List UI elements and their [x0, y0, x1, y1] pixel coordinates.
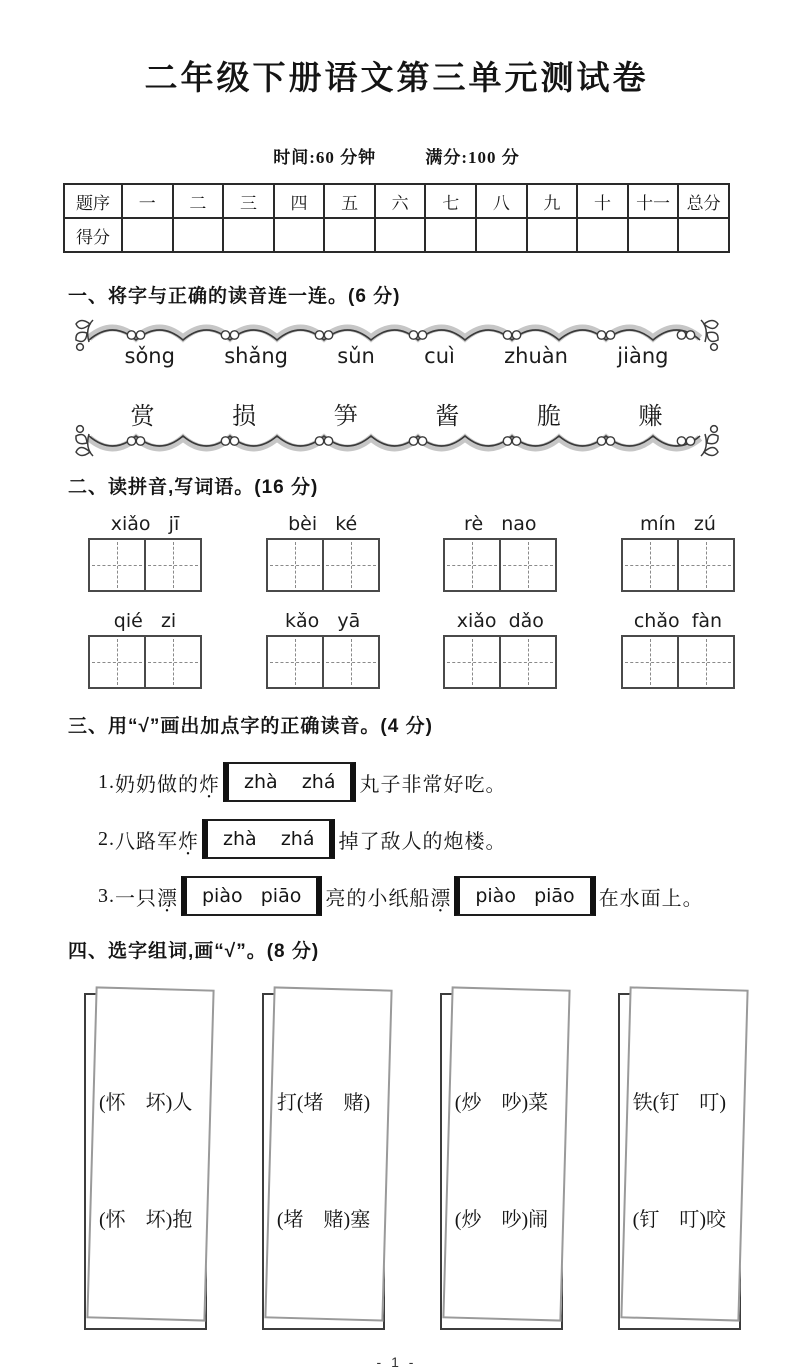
- writing-cell: [322, 540, 378, 590]
- writing-cell: [90, 540, 144, 590]
- sentence-number: 1.: [98, 770, 115, 793]
- page-title: 二年级下册语文第三单元测试卷: [144, 59, 649, 96]
- section3-title: 三、用“√”画出加点字的正确读音。(4 分): [68, 716, 433, 737]
- score-table-question-order-header: 题序: [64, 184, 122, 218]
- writing-cell: [322, 637, 378, 687]
- pinyin-word-label: rè nao: [464, 513, 537, 535]
- writing-cell: [268, 540, 322, 590]
- pinyin-option: shǎng: [224, 344, 288, 368]
- pinyin-word-label: mín zú: [639, 513, 716, 535]
- pinyin-word-label: chǎo fàn: [633, 610, 723, 632]
- score-col-total: 总分: [678, 184, 729, 218]
- score-col: 六: [375, 184, 426, 218]
- character-writing-box: [443, 635, 557, 689]
- score-table-header-row: [64, 184, 729, 218]
- word-choice-line: (怀 坏)人: [99, 1092, 193, 1114]
- section1-title: 一、将字与正确的读音连一连。(6 分): [68, 286, 401, 307]
- score-col: 十: [577, 184, 628, 218]
- writing-cell: [144, 540, 200, 590]
- score-cell-empty: [577, 218, 628, 252]
- dotted-character: 炸 •: [178, 825, 199, 854]
- writing-cell: [677, 637, 733, 687]
- word-choice-line: (怀 坏)抱: [99, 1209, 193, 1231]
- dotted-character: 漂 •: [430, 882, 451, 911]
- section1-character-options: [73, 396, 721, 431]
- section2-row2: [88, 610, 735, 689]
- pinyin-word-item: [443, 513, 557, 592]
- exam-info-line: [0, 143, 793, 168]
- word-choice-line: (钉 叮)咬: [632, 1209, 726, 1231]
- pinyin-option: zhuàn: [504, 344, 568, 368]
- score-cell-empty: [476, 218, 527, 252]
- score-col: 七: [425, 184, 476, 218]
- pinyin-option: sǒng: [124, 344, 175, 368]
- section2-row1: [88, 513, 735, 592]
- score-col: 八: [476, 184, 527, 218]
- pinyin-word-item: [88, 513, 202, 592]
- dotted-character: 漂 •: [157, 882, 178, 911]
- character-writing-box: [266, 635, 380, 689]
- sentence-text: 在水面上。: [598, 887, 704, 910]
- score-cell-empty: [375, 218, 426, 252]
- section1-pinyin-options: [73, 344, 721, 368]
- character-writing-box: [88, 635, 202, 689]
- sentence-text: 八路军: [115, 830, 178, 853]
- character-option: 赏: [130, 404, 155, 430]
- writing-cell: [90, 637, 144, 687]
- score-cell-empty: [223, 218, 274, 252]
- writing-cell: [499, 637, 555, 687]
- score-col: 二: [173, 184, 224, 218]
- word-choice-card: [618, 993, 741, 1330]
- score-table-score-row: [64, 218, 729, 252]
- score-cell-empty: [527, 218, 578, 252]
- score-cell-empty: [122, 218, 173, 252]
- character-writing-box: [266, 538, 380, 592]
- character-writing-box: [621, 635, 735, 689]
- character-option: 赚: [638, 404, 663, 430]
- pinyin-word-label: xiǎo jī: [110, 513, 180, 535]
- score-cell-empty: [173, 218, 224, 252]
- word-choice-card: [84, 993, 207, 1330]
- time-limit-label: 时间:60 分钟: [273, 148, 377, 167]
- writing-cell: [144, 637, 200, 687]
- writing-cell: [677, 540, 733, 590]
- score-cell-empty: [324, 218, 375, 252]
- sentence-number: 2.: [98, 827, 115, 850]
- score-cell-empty: [678, 218, 729, 252]
- pinyin-option: cuì: [424, 344, 455, 368]
- score-cell-empty: [425, 218, 476, 252]
- score-cell-empty: [274, 218, 325, 252]
- writing-cell: [268, 637, 322, 687]
- pinyin-option: sǔn: [337, 344, 375, 368]
- writing-cell: [445, 637, 499, 687]
- score-table: [63, 183, 730, 253]
- pronunciation-choice-box: piào piāo: [454, 876, 595, 916]
- question3-item3: [98, 876, 793, 916]
- word-choice-line: 打(堵 赌): [276, 1092, 371, 1114]
- page-number: - 1 -: [376, 1354, 417, 1370]
- pinyin-word-label: kǎo yā: [285, 610, 361, 632]
- pinyin-word-item: [266, 610, 380, 689]
- character-option: 酱: [435, 404, 460, 430]
- score-col: 十一: [628, 184, 679, 218]
- pinyin-word-item: [88, 610, 202, 689]
- word-choice-line: 铁(钉 叮): [632, 1092, 726, 1114]
- question3-item2: [98, 819, 793, 859]
- sentence-text: 奶奶做的: [115, 773, 199, 796]
- sentence-text: 丸子非常好吃。: [359, 773, 507, 796]
- sentence-text: 掉了敌人的炮楼。: [338, 830, 507, 853]
- pinyin-word-label: xiǎo dǎo: [456, 610, 544, 632]
- score-col: 三: [223, 184, 274, 218]
- word-choice-line: (炒 吵)菜: [454, 1092, 549, 1114]
- pinyin-word-item: [443, 610, 557, 689]
- section2-title: 二、读拼音,写词语。(16 分): [68, 477, 319, 498]
- full-score-label: 满分:100 分: [425, 148, 520, 167]
- pinyin-word-label: qié zi: [113, 610, 177, 632]
- pinyin-word-item: [621, 610, 735, 689]
- section4-word-choice-cards: [84, 993, 741, 1330]
- score-col: 五: [324, 184, 375, 218]
- word-choice-card: [440, 993, 563, 1330]
- character-writing-box: [443, 538, 557, 592]
- character-writing-box: [88, 538, 202, 592]
- sentence-number: 3.: [98, 884, 115, 907]
- character-option: 脆: [536, 404, 561, 430]
- writing-cell: [499, 540, 555, 590]
- writing-cell: [623, 637, 677, 687]
- score-col: 四: [274, 184, 325, 218]
- question3-item1: [98, 762, 793, 802]
- pronunciation-choice-box: zhà zhá: [223, 762, 356, 802]
- section4-title: 四、选字组词,画“√”。(8 分): [68, 941, 320, 962]
- pinyin-option: jiàng: [617, 344, 669, 368]
- section1-pinyin-band: [73, 318, 721, 390]
- pinyin-word-label: bèi ké: [288, 513, 358, 535]
- pinyin-word-item: [266, 513, 380, 592]
- dotted-character: 炸 •: [199, 768, 220, 797]
- score-col: 一: [122, 184, 173, 218]
- word-choice-line: (堵 赌)塞: [276, 1209, 371, 1231]
- pinyin-word-item: [621, 513, 735, 592]
- sentence-text: 一只: [115, 887, 157, 910]
- writing-cell: [623, 540, 677, 590]
- score-cell-empty: [628, 218, 679, 252]
- sentence-text: 亮的小纸船: [325, 887, 431, 910]
- character-writing-box: [621, 538, 735, 592]
- score-col: 九: [527, 184, 578, 218]
- word-choice-line: (炒 吵)闹: [454, 1209, 549, 1231]
- section1-character-band: [73, 394, 721, 458]
- score-table-score-header: 得分: [64, 218, 122, 252]
- writing-cell: [445, 540, 499, 590]
- pronunciation-choice-box: zhà zhá: [202, 819, 335, 859]
- character-option: 笋: [333, 404, 358, 430]
- character-option: 损: [232, 404, 257, 430]
- pronunciation-choice-box: piào piāo: [181, 876, 322, 916]
- word-choice-card: [262, 993, 385, 1330]
